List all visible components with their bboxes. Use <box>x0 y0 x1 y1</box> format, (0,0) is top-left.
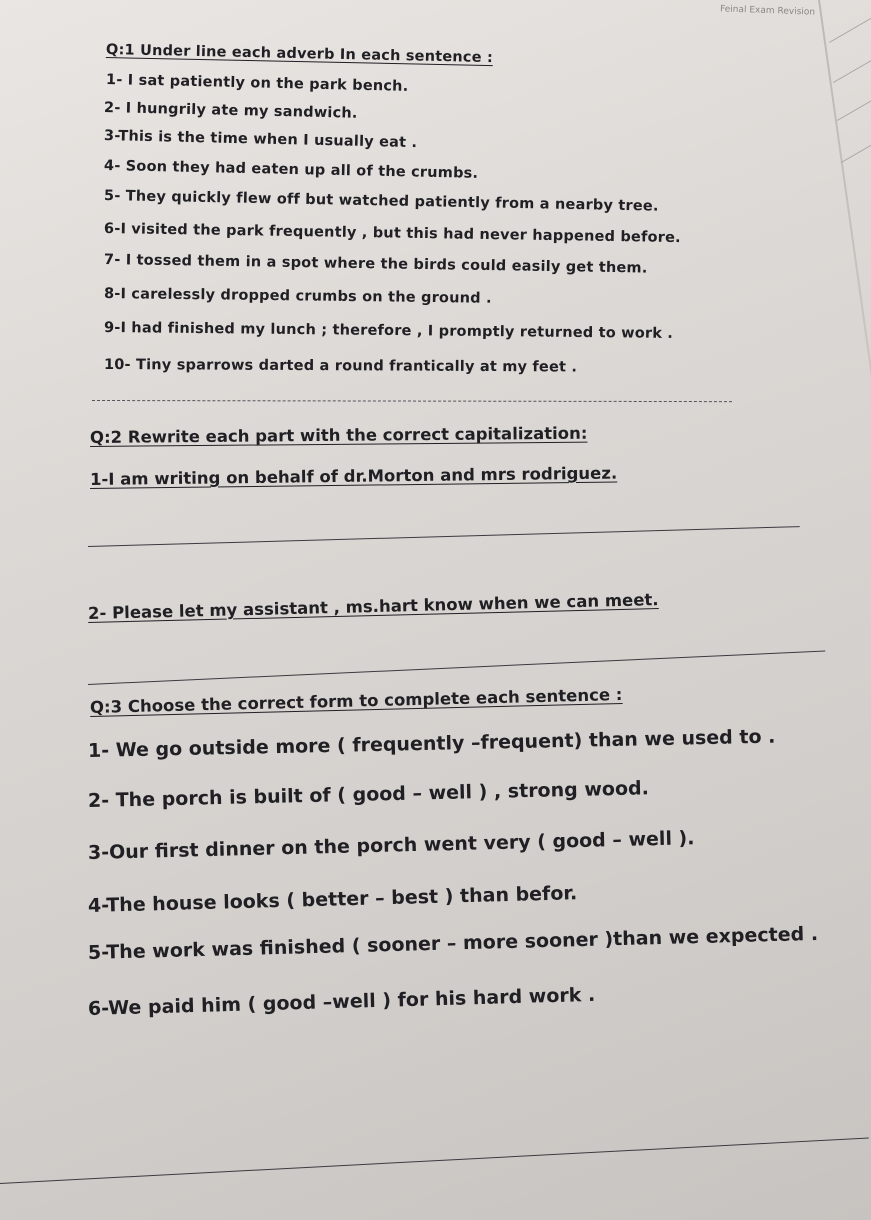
q1-item: 6-I visited the park frequently , but this had never happened before. <box>103 221 681 247</box>
q3-item: 3-Our first dinner on the porch went very ( good – well ). <box>87 827 695 864</box>
answer-line <box>88 526 800 547</box>
section-divider <box>92 400 732 402</box>
q1-item: 8-I carelessly dropped crumbs on the ground . <box>103 286 492 307</box>
edge-mark <box>833 58 871 83</box>
q1-item: 5- They quickly flew off but watched patiently from a nearby tree. <box>103 188 659 215</box>
q2-item: 2- Please let my assistant , ms.hart know when we can meet. <box>87 590 659 623</box>
q2-title: Q:2 Rewrite each part with the correct capitalization: <box>89 423 588 447</box>
q3-item: 6-We paid him ( good –well ) for his hard work . <box>87 983 596 1020</box>
q1-item: 4- Soon they had eaten up all of the crumbs. <box>103 158 479 182</box>
edge-mark <box>837 96 871 121</box>
q3-item: 1- We go outside more ( frequently –frequent) than we used to . <box>87 725 776 762</box>
q1-item: 1- I sat patiently on the park bench. <box>105 72 409 95</box>
q1-item: 2- I hungrily ate my sandwich. <box>103 100 358 122</box>
q1-item: 9-I had finished my lunch ; therefore , I promptly returned to work . <box>103 320 674 342</box>
q3-title: Q:3 Choose the correct form to complete each sentence : <box>89 684 623 717</box>
header-title: Feinal Exam Revision <box>719 4 816 18</box>
edge-mark <box>841 138 871 163</box>
q3-item: 5-The work was finished ( sooner – more sooner )than we expected . <box>87 922 819 964</box>
edge-mark <box>829 18 871 43</box>
q1-title: Q:1 Under line each adverb In each sentence : <box>105 42 494 67</box>
q3-item: 2- The porch is built of ( good – well ) , strong wood. <box>87 777 650 812</box>
q1-item: 7- I tossed them in a spot where the birds could easily get them. <box>103 252 648 277</box>
q2-item: 1-I am writing on behalf of dr.Morton and mrs rodriguez. <box>89 463 618 489</box>
page-edge-line <box>818 0 871 555</box>
answer-line <box>88 651 825 685</box>
q3-item: 4-The house looks ( better – best ) than befor. <box>87 882 578 917</box>
q1-item: 3-This is the time when I usually eat . <box>103 128 418 152</box>
q1-item: 10- Tiny sparrows darted a round frantically at my feet . <box>103 357 578 376</box>
bottom-line <box>0 1137 869 1184</box>
